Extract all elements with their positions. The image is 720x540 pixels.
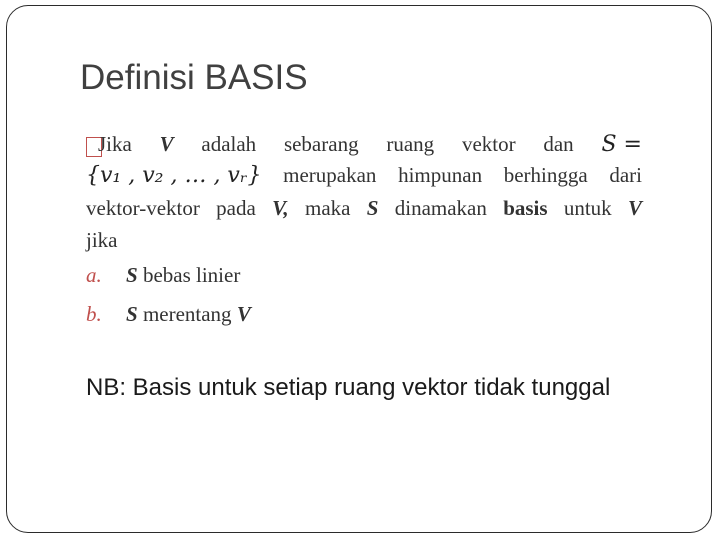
set-expression: {v₁ , v₂ , … , vᵣ} xyxy=(86,163,262,188)
condition-a xyxy=(86,263,240,288)
word-sebarang: sebarang xyxy=(283,132,359,156)
var-s: S xyxy=(366,196,379,220)
definition-line-4: jika xyxy=(86,228,118,252)
word-berhingga: berhingga xyxy=(503,163,588,187)
word-maka: maka xyxy=(304,196,351,220)
condition-a-text: bebas linier xyxy=(142,263,241,287)
condition-b-object: V xyxy=(236,302,251,326)
condition-a-marker: a. xyxy=(86,263,102,287)
var-s-equals: S = xyxy=(601,132,642,157)
word-dari: dari xyxy=(609,163,642,187)
word-vektor-vektor: vektor-vektor xyxy=(86,196,200,220)
note-text: NB: Basis untuk setiap ruang vektor tidak tunggal xyxy=(86,374,611,401)
word-vektor: vektor xyxy=(461,132,516,156)
word-dinamakan: dinamakan xyxy=(394,196,487,220)
condition-b-subject: S xyxy=(126,302,138,326)
condition-b xyxy=(86,302,251,327)
condition-b-marker: b. xyxy=(86,302,102,326)
word-jika: Jika xyxy=(98,132,132,156)
var-v-end: V xyxy=(627,196,642,220)
word-himpunan: himpunan xyxy=(398,163,483,187)
word-adalah: adalah xyxy=(201,132,257,156)
condition-b-text: merentang xyxy=(142,302,232,326)
word-pada: pada xyxy=(216,196,256,220)
word-ruang: ruang xyxy=(386,132,435,156)
word-basis: basis xyxy=(503,196,548,220)
slide-title: Definisi BASIS xyxy=(80,58,308,97)
word-dan: dan xyxy=(543,132,574,156)
word-merupakan: merupakan xyxy=(283,163,377,187)
word-untuk: untuk xyxy=(563,196,612,220)
definition-line-2 xyxy=(86,163,642,188)
definition-line-1 xyxy=(86,132,642,157)
var-v: V xyxy=(159,132,174,156)
var-v-comma: V, xyxy=(272,196,289,220)
condition-a-subject: S xyxy=(126,263,138,287)
definition-line-3 xyxy=(86,196,642,221)
